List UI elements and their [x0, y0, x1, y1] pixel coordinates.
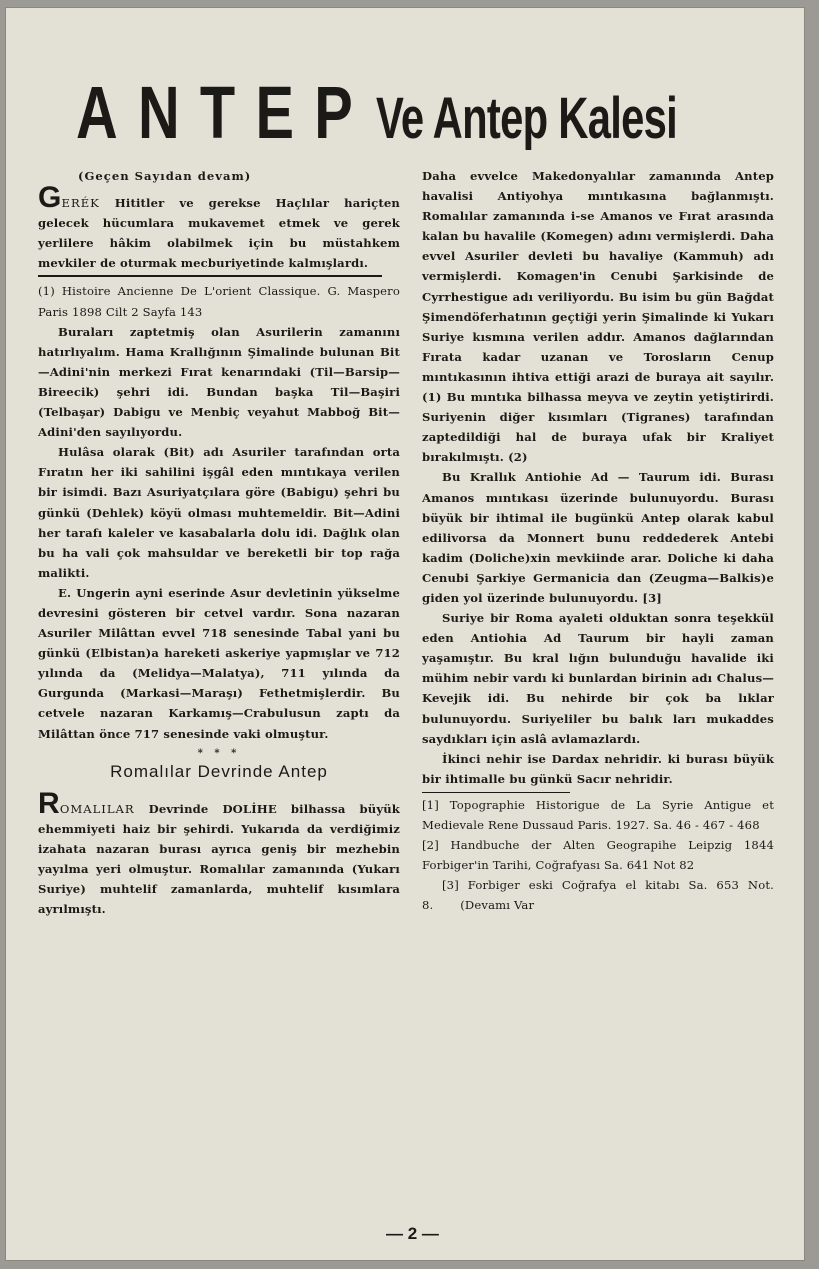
continued-note: (Devamı Var: [460, 898, 535, 913]
footnote-right-3-text: [3] Forbiger eski Coğrafya el kitabı Sa. 653 Not. 8.: [422, 878, 774, 913]
newspaper-page: [6, 8, 804, 1260]
section-heading-romalilar: Romalılar Devrinde Antep: [110, 761, 328, 781]
footnote-right-1: [1] Topographie Historigue de La Syrie Antigue et Medievale Rene Dussaud Paris. 1927. Sa. 46 - 467 - 468: [422, 797, 774, 832]
paragraph-roma-ayaleti: Suriye bir Roma ayaleti olduktan sonra teşekkül eden Antiohia Ad Taurum bir hayli zaman yaşamıştır. Bu kral lığın bulunduğu havalide iki mühim nebir vardı ki bunlardan birinin adı Chalus—Kevejik idi. Bu nehirde bir çok ba lıklar bulunuyordu. Suriyeliler bu balık ları mukaddes saydıkları için aslâ avlamazlardı.: [422, 611, 774, 746]
drop-cap-g: G: [38, 181, 62, 215]
intro-text: Hititler ve gerekse Haçlılar hariçten gelecek hücumlara mukavemet etmek ve gerek yerlilere hâkim olabilmek için bu müstahkem mevkiler de oturmak mecburiyetinde kalmışlardı.: [38, 196, 400, 271]
footnote-right-2: [2] Handbuche der Alten Geograpihe Leipzig 1844 Forbiger'in Tarihi, Coğrafyası Sa. 641 Not 82: [422, 838, 774, 873]
intro-smallcaps: ERÉK: [61, 196, 100, 211]
intro-paragraph: [38, 181, 400, 273]
paragraph-dardax: İkinci nehir ise Dardax nehridir. ki burası büyük bir ihtimalle bu günkü Sacır nehridir.: [422, 751, 774, 786]
footnote-divider: [38, 275, 382, 277]
title-ve-antep-kalesi: Ve Antep Kalesi: [376, 86, 677, 151]
page-number: — 2 —: [386, 1224, 439, 1243]
footnote-right-3: [422, 875, 774, 915]
section-text: Devrinde DOLİHE bilhassa büyük ehemmiyeti haiz bir şehirdi. Yukarıda da verdiğimiz izahata nazaran burası ayrıca geniş bir mezhebin yayılma yeri olmuştur. Romalılar zamanında (Yukarı Suriye) muhtelif zamanlarda, muhtelif kısımlara ayrılmıştı.: [38, 801, 400, 917]
paragraph-unger: E. Ungerin ayni eserinde Asur devletinin yükselme devresini gösteren bir cetvel vardır. Sona nazaran Asuriler Milâttan evvel 718 senesinde Tabal yani bu günkü (Elbistan)a hareketi askeriye yapmışlar ve 712 yılında da (Melidya—Malatya), 711 yılında da Gurgunda (Markasi—Maraşı) Fethetmişlerdir. Bu cetvele nazaran Karkamış—Crabulusun zaptı da Milâttan önce 717 senesinde vaki olmuştur.: [38, 585, 400, 741]
paragraph-makedonyalilar: Daha evvelce Makedonyalılar zamanında Antep havalisi Antiyohya mıntıkasına bağlanmıştı. Romalılar zamanında i-se Amanos ve Fırat arasında kalan bu havalile (Komegen) adını vermişlerdi. Daha evvel Asuriler devleti bu havaliye (Kammuh) adı vermişlerdi. Komagen'in Cenubi Şarkisinde de Cyrrhestigue adı veriliyordu. Bu isim bu gün Bağdat Şimendöferhatının geçtiği yerin Şimalinde ki Yukarı Suriye kısmına verilen addır. Amanos dağlarından Fırata kadar uzanan ve Torosların Cenup mıntıkasının ihtiva ettiği arazi de buraya ait sayılır. (1) Bu mıntıka bilhassa meyva ve zeytin yetiştirirdi. Suriyenin diğer kısımları (Tigranes) tarafından zaptedildiği hal de buraya ufak bir Kraliyet bırakılmıştı. (2): [422, 169, 774, 465]
paragraph-hulasa: Hulâsa olarak (Bit) adı Asuriler tarafından orta Fıratın her iki sahilini işgâl eden mıntıkaya verilen bir isimdi. Bazı Asuriyatçılara göre (Babigu) şehri bu günkü (Dehlek) köyü olması muhtemeldir. Bit—Adini her tarafı kaleler ve kasabalarla dolu idi. Dağlık olan bu ha vali çok mahsuldar ve bereketli bir top rağa malikti.: [38, 445, 400, 580]
section-paragraph: [38, 786, 400, 920]
article-header: [76, 71, 776, 156]
section-smallcaps: OMALILAR: [59, 801, 135, 816]
drop-cap-r: R: [38, 786, 60, 820]
subtitle-continued: (Geçen Sayıdan devam): [78, 169, 252, 183]
section-separator-stars: * * *: [197, 747, 241, 759]
left-column: [38, 166, 400, 919]
paragraph-asuriler: Buraları zaptetmiş olan Asurilerin zamanını hatırlıyalım. Hama Krallığının Şimalinde bulunan Bit—Adini'nin merkezi Fırat kenarındaki (Til—Barsip—Bireecik) şehri idi. Bundan başka Til—Başiri (Telbaşar) Dabigu ve Menbiç veyahut Mabboğ Bit—Adini'den sayılıyordu.: [38, 324, 400, 440]
footnote-divider-right: [422, 792, 570, 793]
paragraph-krallik: Bu Krallık Antiohie Ad — Taurum idi. Burası Amanos mıntıkası üzerinde bulunuyordu. Burası büyük bir ihtimal ile bugünkü Antep olarak kabul edilivorsa da Monnert bunu reddederek Antebi kadim (Doliche)xin mevkiinde arar. Doliche ki daha Cenubi Şarkiye Germanicia dan (Zeugma—Balkis)e giden yol üzerinde bulunuyordu. [3]: [422, 470, 774, 605]
right-column: [422, 166, 774, 915]
title-antep: ANTEP: [76, 71, 374, 154]
footnote-1: (1) Histoire Ancienne De L'orient Classique. G. Maspero Paris 1898 Cilt 2 Sayfa 143: [38, 284, 400, 319]
